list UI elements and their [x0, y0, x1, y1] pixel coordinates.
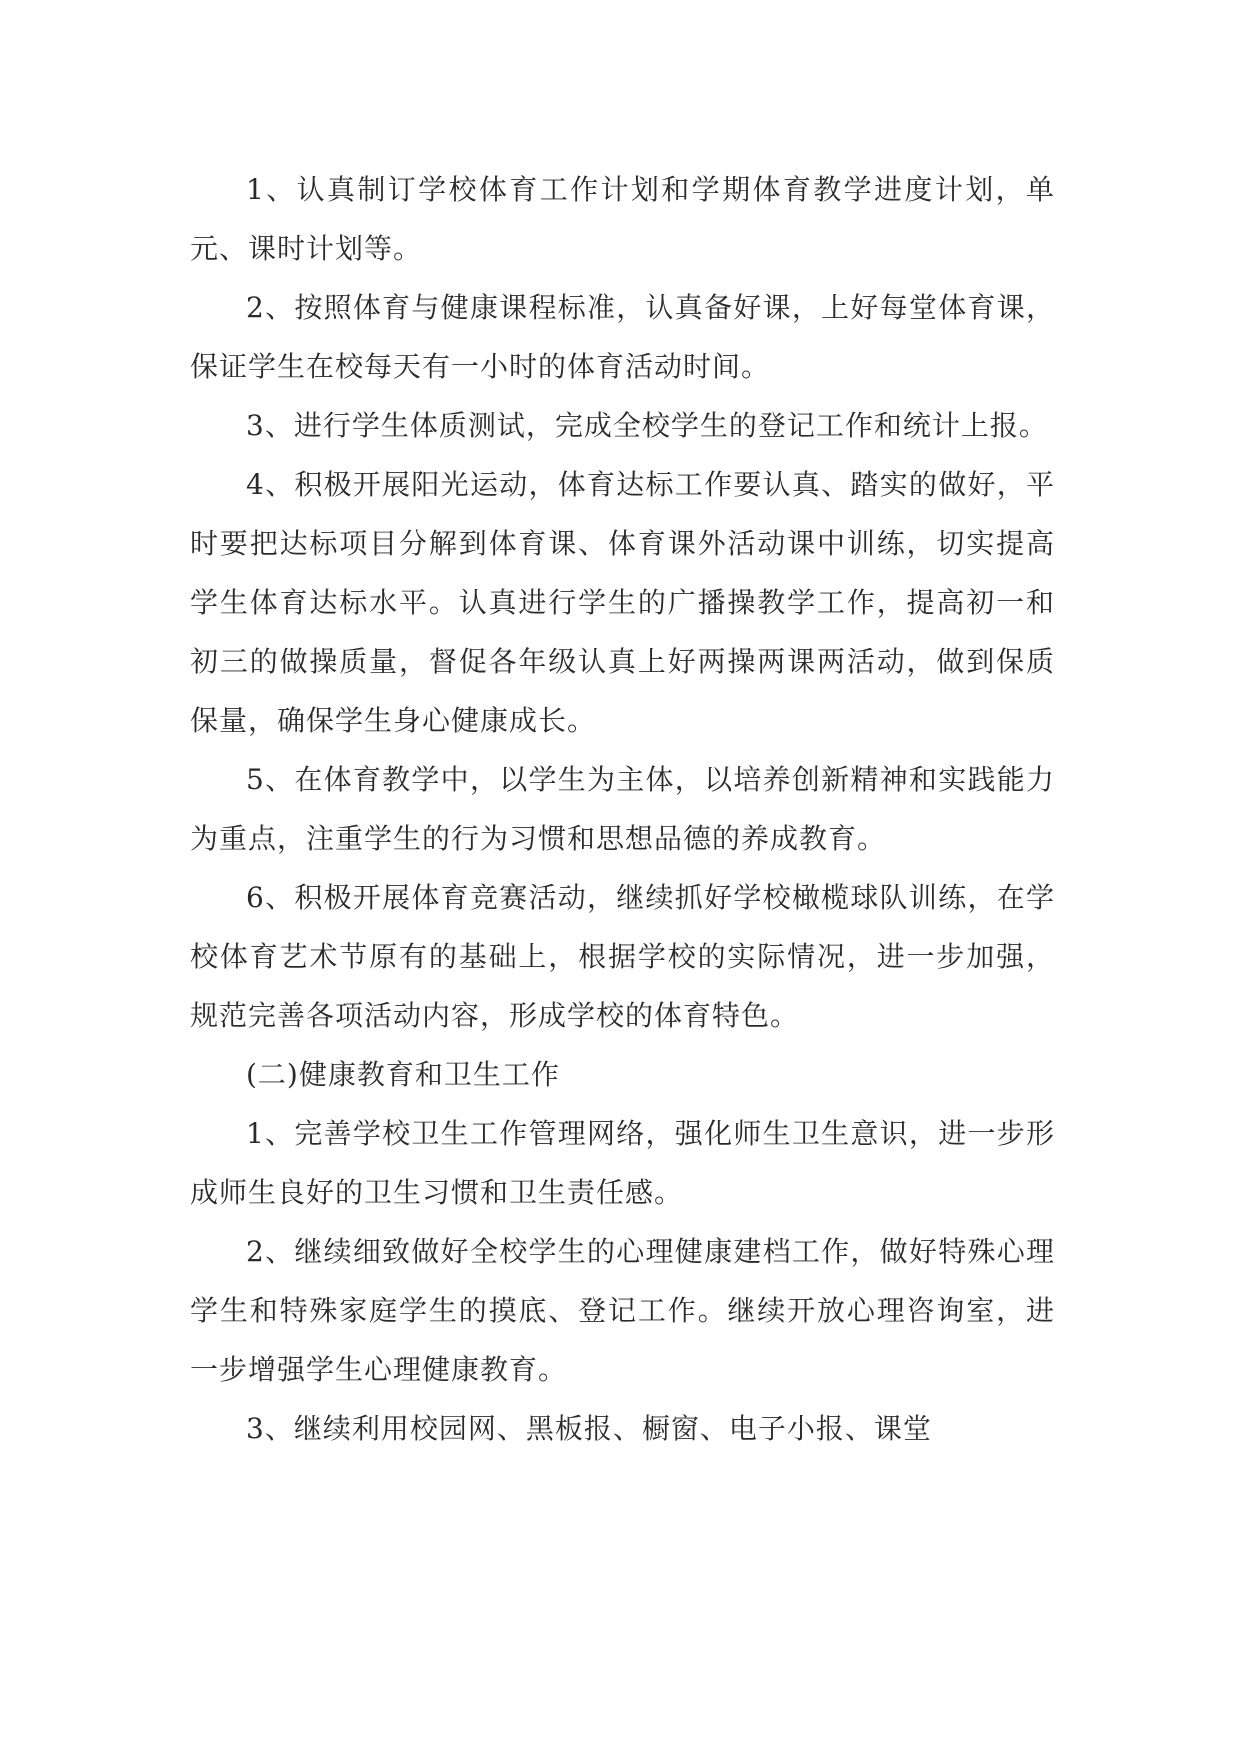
paragraph-5: 5、在体育教学中，以学生为主体，以培养创新精神和实践能力为重点，注重学生的行为习惯和思想品德的养成教育。 [190, 763, 1055, 855]
section-paragraph-1: 1、完善学校卫生工作管理网络，强化师生卫生意识，进一步形成师生良好的卫生习惯和卫生责任感。 [190, 1117, 1055, 1209]
section-paragraph-2: 2、继续细致做好全校学生的心理健康建档工作，做好特殊心理学生和特殊家庭学生的摸底、登记工作。继续开放心理咨询室，进一步增强学生心理健康教育。 [190, 1235, 1055, 1386]
paragraph-1: 1、认真制订学校体育工作计划和学期体育教学进度计划，单元、课时计划等。 [190, 173, 1055, 265]
section-heading: (二)健康教育和卫生工作 [246, 1058, 560, 1091]
paragraph-4: 4、积极开展阳光运动，体育达标工作要认真、踏实的做好，平时要把达标项目分解到体育课、体育课外活动课中训练，切实提高学生体育达标水平。认真进行学生的广播操教学工作，提高初一和初三的做操质量，督促各年级认真上好两操两课两活动，做到保质保量，确保学生身心健康成长。 [190, 468, 1055, 737]
paragraph-2: 2、按照体育与健康课程标准，认真备好课，上好每堂体育课，保证学生在校每天有一小时的体育活动时间。 [190, 291, 1055, 383]
paragraph-6: 6、积极开展体育竞赛活动，继续抓好学校橄榄球队训练，在学校体育艺术节原有的基础上，根据学校的实际情况，进一步加强，规范完善各项活动内容，形成学校的体育特色。 [190, 881, 1055, 1032]
section-paragraph-3: 3、继续利用校园网、黑板报、橱窗、电子小报、课堂 [246, 1412, 932, 1445]
document-body [190, 160, 1055, 1458]
paragraph-3: 3、进行学生体质测试，完成全校学生的登记工作和统计上报。 [246, 409, 1048, 442]
